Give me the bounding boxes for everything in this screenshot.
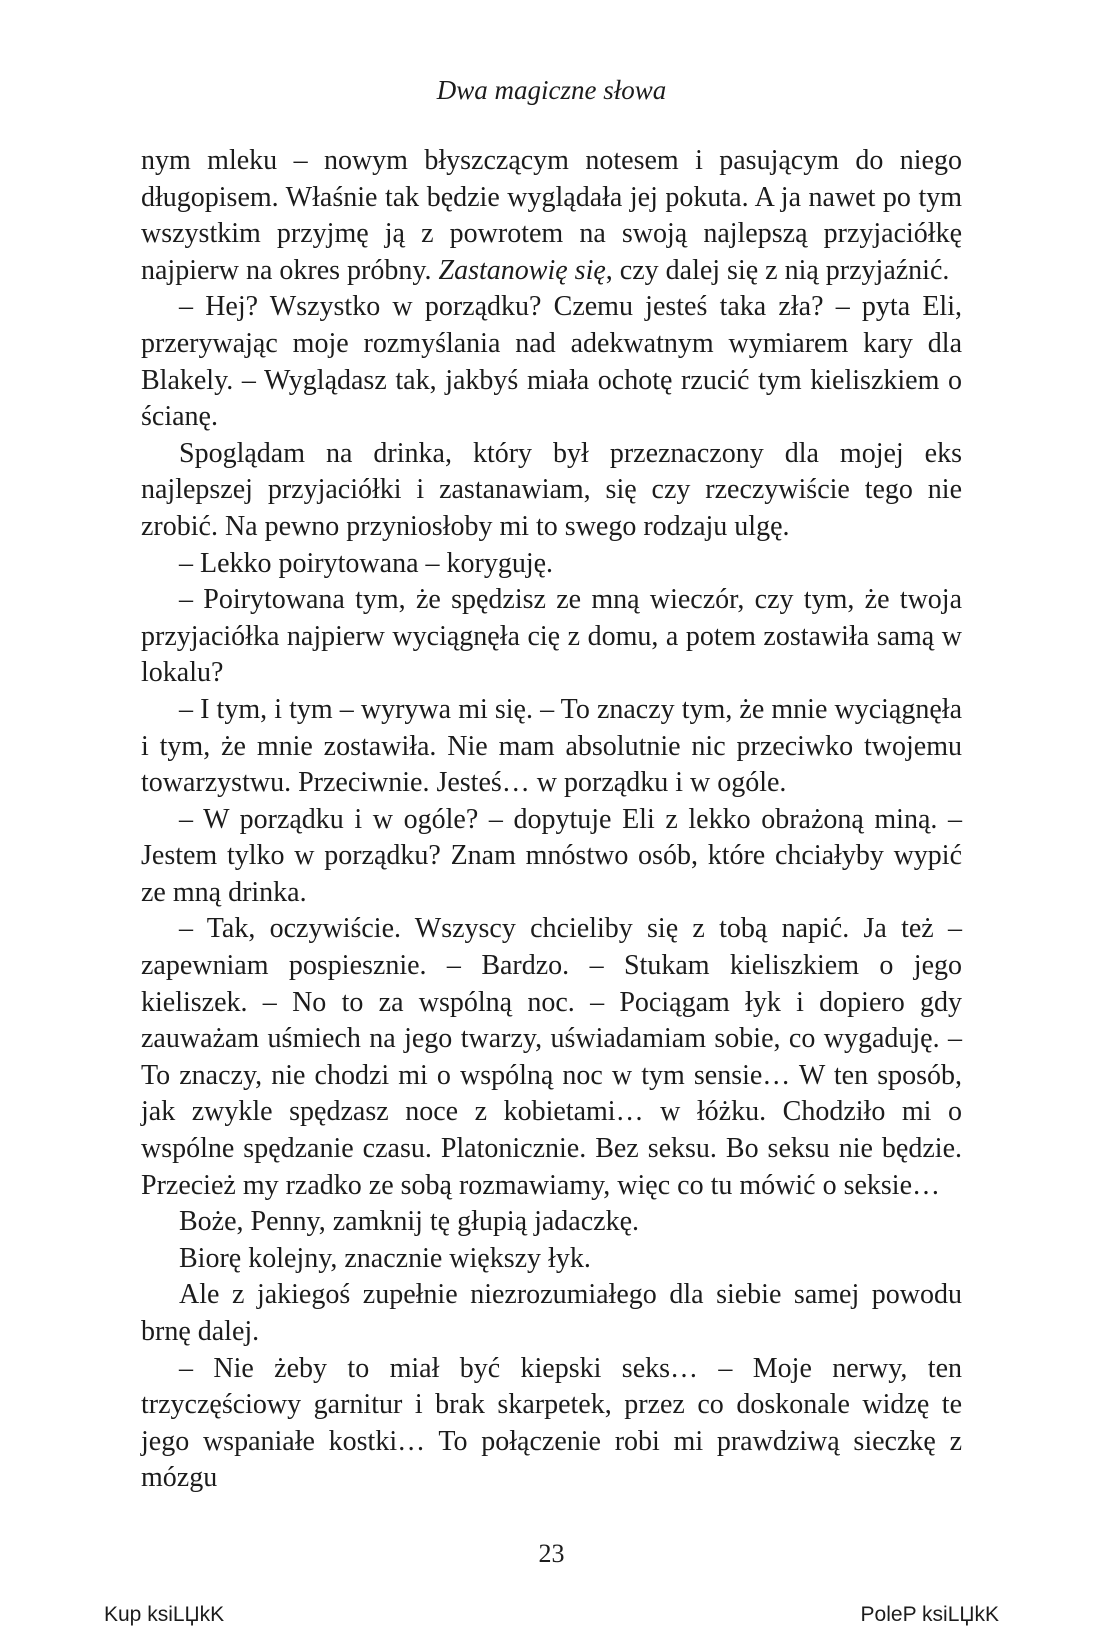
page-number: 23: [538, 1539, 565, 1568]
paragraph-6: – I tym, i tym – wyrywa mi się. – To znaczy tym, że mnie wyciągnęła i tym, że mnie zostawiła. Nie mam absolutnie nic przeciwko twojemu towarzystwu. Przeciwnie. Jesteś… w porządku i w ogóle.: [141, 693, 962, 799]
page-body-text: [141, 143, 962, 1497]
paragraph-3: Spoglądam na drinka, który był przeznaczony dla mojej eks najlepszej przyjaciółki i zastanawiam, się czy rzeczywiście tego nie zrobić. Na pewno przyniosłoby mi to swego rodzaju ulgę.: [141, 437, 962, 542]
running-head-title: Dwa magiczne słowa: [436, 75, 667, 105]
paragraph-1-italic-phrase: Zastanowię się: [438, 254, 606, 286]
paragraph-10: Biorę kolejny, znacznie większy łyk.: [179, 1242, 591, 1274]
paragraph-11: Ale z jakiegoś zupełnie niezrozumiałego dla siebie samej powodu brnę dalej.: [141, 1279, 962, 1347]
paragraph-7: – W porządku i w ogóle? – dopytuje Eli z lekko obrażoną miną. – Jestem tylko w porządku? Znam mnóstwo osób, które chciałyby wypić ze mną drinka.: [141, 803, 962, 908]
buy-book-link[interactable]: Kup ksiLЏkK: [104, 1603, 225, 1626]
paragraph-1-end: , czy dalej się z nią przyjaźnić.: [605, 254, 950, 286]
paragraph-2: – Hej? Wszystko w porządku? Czemu jesteś taka zła? – pyta Eli, przerywając moje rozmyślania nad adekwatnym wymiarem kary dla Blakely. – Wyglądasz tak, jakbyś miała ochotę rzucić tym kieliszkiem o ścianę.: [141, 291, 962, 433]
paragraph-4: – Lekko poirytowana – koryguję.: [179, 547, 554, 579]
paragraph-5: – Poirytowana tym, że spędzisz ze mną wieczór, czy tym, że twoja przyjaciółka najpierw wyciągnęła cię z domu, a potem zostawiła samą w lokalu?: [141, 584, 962, 689]
paragraph-12: – Nie żeby to miał być kiepski seks… – Moje nerwy, ten trzyczęściowy garnitur i brak skarpetek, przez co doskonale widzę te jego wspaniałe kostki… To połączenie robi mi prawdziwą sieczkę z mózgu: [141, 1352, 962, 1494]
paragraph-8: – Tak, oczywiście. Wszyscy chcieliby się z tobą napić. Ja też – zapewniam pospiesznie. – Bardzo. – Stukam kieliszkiem o jego kieliszek. – No to za wspólną noc. – Pociągam łyk i dopiero gdy zauważam uśmiech na jego twarzy, uświadamiam sobie, co wygaduję. – To znaczy, nie chodzi mi o wspólną noc w tym sensie… W ten sposób, jak zwykle spędzasz noce z kobietami… w łóżku. Chodziło mi o wspólne spędzanie czasu. Platonicznie. Bez seksu. Bo seksu nie będzie. Przecież my rzadko ze sobą rozmawiamy, więc co tu mówić o seksie…: [141, 913, 962, 1201]
recommend-book-link[interactable]: PoleP ksiLЏkK: [860, 1603, 999, 1626]
paragraph-1-start: nym mleku – nowym błyszczącym notesem i pasującym do niego długopisem. Właśnie tak będzie wyglądała jej pokuta. A ja nawet po tym wszystkim przyjmę ją z powrotem na swoją najlepszą przyjaciółkę najpierw na okres próbny.: [141, 145, 962, 286]
paragraph-1: [141, 143, 962, 289]
paragraph-9: Boże, Penny, zamknij tę głupią jadaczkę.: [179, 1206, 640, 1238]
